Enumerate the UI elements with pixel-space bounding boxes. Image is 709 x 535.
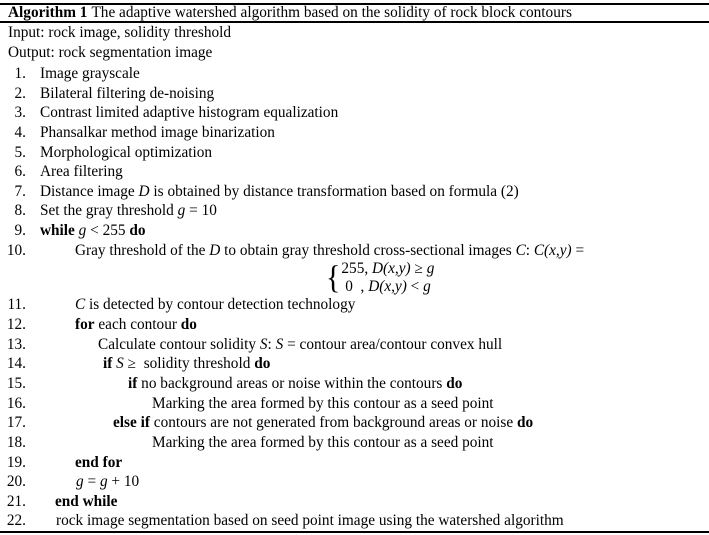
- step-number: 14.: [6, 355, 26, 373]
- step-number: 13.: [6, 335, 26, 353]
- algorithm-header: [0, 5, 709, 21]
- formula-brace: {: [326, 260, 341, 296]
- output-line: Output: rock segmentation image: [8, 44, 213, 62]
- step-number: 6.: [14, 163, 26, 181]
- formula-case-1: 255, D(x,y) ≥ g: [341, 260, 435, 278]
- step-row-6: [0, 162, 709, 182]
- step-row-13: [0, 335, 709, 355]
- step-text: C is detected by contour detection technology: [75, 296, 356, 314]
- step-row-14: [0, 354, 709, 374]
- step-number: 12.: [6, 316, 26, 334]
- step-text: while g < 255 do: [40, 222, 146, 240]
- step-number: 19.: [6, 453, 26, 471]
- step-text: Set the gray threshold g = 10: [40, 202, 217, 220]
- step-number: 3.: [14, 104, 26, 122]
- step-text: else if contours are not generated from background areas or noise do: [113, 414, 534, 432]
- step-row-5: [0, 143, 709, 163]
- step-row-18: [0, 433, 709, 453]
- step-number: 11.: [7, 296, 26, 314]
- step-number: 9.: [14, 222, 26, 240]
- step-row-12: [0, 315, 709, 335]
- step-text: for each contour do: [75, 316, 197, 334]
- step-number: 17.: [6, 414, 26, 432]
- step-text: Phansalkar method image binarization: [40, 123, 275, 141]
- step-row-17: [0, 413, 709, 433]
- step-text: rock image segmentation based on seed point image using the watershed algorithm: [56, 512, 564, 530]
- step-text: if no background areas or noise within the contours do: [128, 374, 463, 392]
- step-text: Area filtering: [40, 163, 123, 181]
- step-text: if S ≥ solidity threshold do: [103, 355, 271, 373]
- algorithm-label: Algorithm 1: [8, 4, 88, 21]
- step-row-1: [0, 64, 709, 84]
- step-text: end for: [75, 453, 123, 471]
- step-text: end while: [55, 492, 118, 510]
- step-number: 1.: [14, 64, 26, 82]
- step-row-15: [0, 374, 709, 394]
- step-text: Gray threshold of the D to obtain gray threshold cross-sectional images C: C(x,y) =: [75, 241, 585, 259]
- step-number: 15.: [6, 374, 26, 392]
- step-text: Calculate contour solidity S: S = contour area/contour convex hull: [98, 335, 503, 353]
- step-row-4: [0, 123, 709, 143]
- step-row-19: [0, 453, 709, 473]
- step-text: Image grayscale: [40, 64, 140, 82]
- bottom-rule: [0, 531, 709, 533]
- step-text: Marking the area formed by this contour as a seed point: [152, 394, 494, 412]
- step-number: 21.: [6, 492, 26, 510]
- step-number: 2.: [14, 84, 26, 102]
- step-row-3: [0, 103, 709, 123]
- step-row-20: [0, 472, 709, 492]
- step-row-11: [0, 295, 709, 315]
- step-text: g = g + 10: [76, 473, 140, 491]
- step-number: 16.: [6, 394, 26, 412]
- step-row-9: [0, 221, 709, 241]
- step-row-10: [0, 241, 709, 261]
- step-number: 7.: [14, 182, 26, 200]
- formula-line: [326, 260, 709, 295]
- step-row-8: [0, 201, 709, 221]
- step-number: 5.: [14, 143, 26, 161]
- step-text: Distance image D is obtained by distance transformation based on formula (2): [40, 182, 519, 200]
- formula-cases: [341, 260, 434, 295]
- step-number: 8.: [14, 202, 26, 220]
- step-number: 10.: [6, 241, 26, 259]
- step-row-22: [0, 511, 709, 531]
- steps-list: [0, 64, 709, 531]
- step-row-2: [0, 84, 709, 104]
- formula-case-2: 0 , D(x,y) < g: [341, 277, 431, 295]
- step-text: Bilateral filtering de-noising: [40, 84, 215, 102]
- step-number: 18.: [6, 433, 26, 451]
- step-number: 20.: [6, 473, 26, 491]
- step-number: 4.: [14, 123, 26, 141]
- step-text: Morphological optimization: [40, 143, 213, 161]
- step-row-7: [0, 182, 709, 202]
- step-row-16: [0, 394, 709, 414]
- step-row-21: [0, 492, 709, 512]
- input-line: Input: rock image, solidity threshold: [8, 23, 232, 41]
- step-text: Contrast limited adaptive histogram equalization: [40, 104, 339, 122]
- algorithm-title: The adaptive watershed algorithm based on the solidity of rock block contours: [91, 4, 572, 21]
- step-text: Marking the area formed by this contour as a seed point: [152, 433, 494, 451]
- step-number: 22.: [6, 512, 26, 530]
